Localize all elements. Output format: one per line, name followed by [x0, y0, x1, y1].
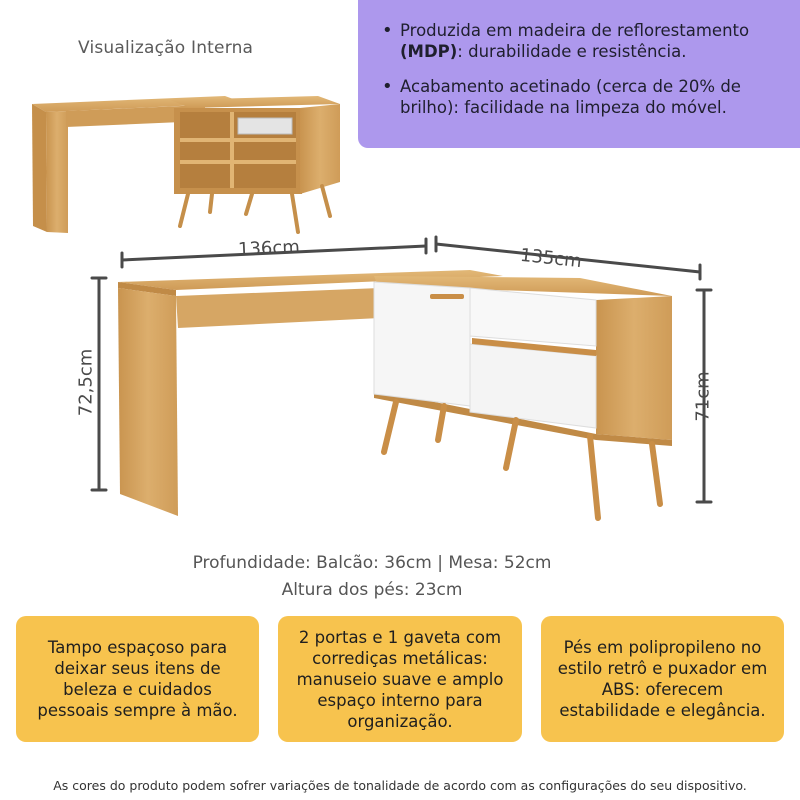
feature-text: Produzida em madeira de reflorestamento	[400, 21, 750, 40]
card-text: 2 portas e 1 gaveta com corrediças metálicas: manuseio suave e amplo espaço interno para organização.	[296, 627, 504, 731]
desk-side-panel	[118, 288, 178, 516]
leg	[506, 420, 516, 468]
feet-height-info: Altura dos pés: 23cm	[281, 580, 463, 600]
desk-width-label: 136cm	[237, 236, 301, 261]
sideboard-height-label: 71cm	[692, 371, 714, 422]
leg	[590, 436, 598, 518]
disclaimer: As cores do produto podem sofrer variações de tonalidade de acordo com as configurações do seu dispositivo.	[53, 778, 747, 793]
feature-card-top	[16, 616, 259, 742]
sideboard-door	[374, 282, 470, 406]
leg	[384, 402, 396, 452]
feature-bold: (MDP)	[400, 42, 458, 61]
sideboard-width-label: 135cm	[519, 244, 583, 273]
interior-view-illustration	[32, 96, 340, 233]
feature-text: Acabamento acetinado (cerca de 20% de brilho): facilidade na limpeza do móvel.	[400, 77, 741, 117]
leg	[438, 406, 444, 440]
interior-desk-leg	[32, 104, 47, 232]
feature-card-feet	[541, 616, 784, 742]
feature-card-drawers	[278, 616, 522, 742]
door-handle	[430, 294, 464, 299]
leg	[652, 444, 660, 504]
depth-info: Profundidade: Balcão: 36cm | Mesa: 52cm	[192, 553, 552, 573]
sideboard-drawer	[470, 288, 596, 346]
interior-title: Visualização Interna	[78, 38, 254, 58]
desk-height-label: 72,5cm	[75, 348, 97, 417]
main-sideboard-illustration	[374, 276, 672, 518]
card-text: Tampo espaçoso para deixar seus itens de beleza e cuidados pessoais sempre à mão.	[37, 638, 238, 720]
sideboard-side	[596, 296, 672, 440]
card-text: Pés em polipropileno no estilo retrô e puxador em ABS: oferecem estabilidade e elegância.	[557, 638, 768, 720]
feature-text-end: : durabilidade e resistência.	[457, 42, 687, 61]
